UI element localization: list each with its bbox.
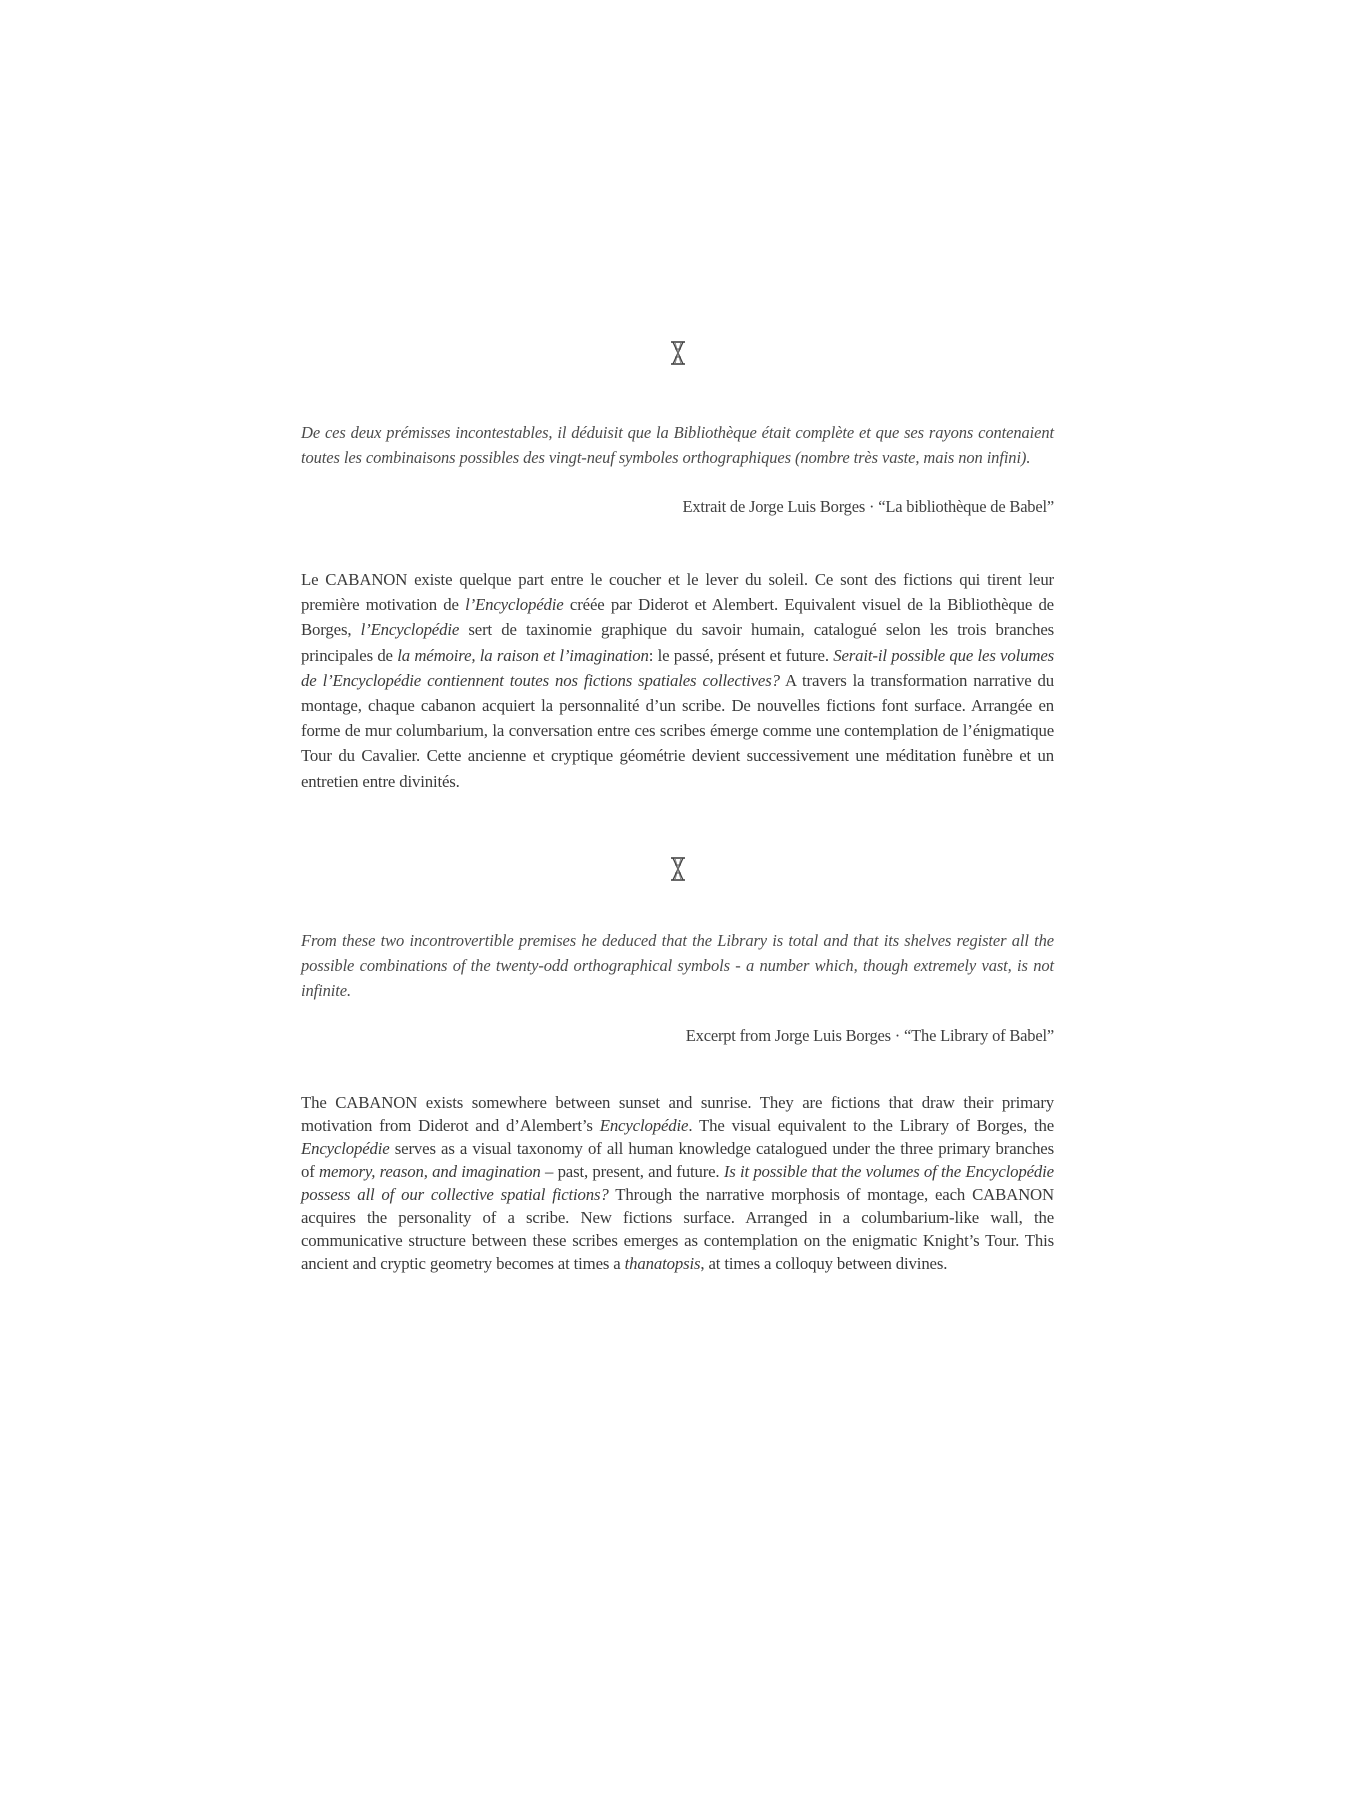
body-paragraph-french: [301, 567, 1054, 794]
italic-run: l’Encyclopédie: [360, 620, 460, 640]
borges-quote-french: De ces deux prémisses incontestables, il déduisit que la Bibliothèque était complète et que ses rayons contenaient toutes les combinaisons possibles des vingt-neuf symboles orthographiques (nombre très vaste, mais non infini).: [301, 423, 1054, 467]
text-run: créée par Diderot et Alembert. Equivalent visuel de la Bibliothèque de Borges,: [301, 595, 1054, 640]
italic-run: Encyclopédie: [599, 1116, 689, 1135]
text-run: : le passé, présent et future.: [648, 645, 834, 665]
text-run: Through the narrative morphosis of montage, each CABANON acquires the personality of a scribe. New fictions surface. Arranged in a columbarium-like wall, the communicative structure between these scribes emerges as contemplation on the enigmatic Knight’s Tour. This ancient and cryptic geometry becomes at times a: [301, 1185, 1054, 1273]
text-run: sert de taxinomie graphique du savoir humain, catalogué selon les trois branches principales de: [301, 620, 1054, 665]
text-run: Le CABANON existe quelque part entre le coucher et le lever du soleil. Ce sont des fictions qui tirent leur première motivation de: [301, 570, 1054, 615]
quote-attribution-english: Excerpt from Jorge Luis Borges · “The Library of Babel”: [685, 1026, 1054, 1045]
italic-run: la mémoire, la raison et l’imagination: [397, 645, 649, 665]
text-run: , at times a colloquy between divines.: [700, 1254, 948, 1273]
text-run: The CABANON exists somewhere between sunset and sunrise. They are fictions that draw their primary motivation from Diderot and d’Alembert’s: [301, 1093, 1054, 1135]
section-french: [301, 340, 1054, 794]
text-run: – past, present, and future.: [540, 1162, 724, 1181]
body-paragraph-english: [301, 1091, 1054, 1275]
italic-run: Serait-il possible que les volumes de l’Encyclopédie contiennent toutes nos fictions spatiales collectives?: [301, 645, 1054, 690]
text-run: serves as a visual taxonomy of all human knowledge catalogued under the three primary branches of: [301, 1139, 1054, 1181]
hourglass-icon: [668, 340, 688, 366]
italic-run: Is it possible that the volumes of the Encyclopédie possess all of our collective spatial fictions?: [301, 1162, 1054, 1204]
italic-run: l’Encyclopédie: [465, 595, 564, 615]
text-run: A travers la transformation narrative du montage, chaque cabanon acquiert la personnalité d’un scribe. De nouvelles fictions font surface. Arrangée en forme de mur columbarium, la conversation entre ces scribes émerge comme une contemplation de l’énigmatique Tour du Cavalier. Cette ancienne et cryptique géométrie devient successivement une méditation funèbre et un entretien entre divinités.: [301, 670, 1054, 791]
italic-run: memory, reason, and imagination: [319, 1162, 541, 1181]
borges-quote-english: From these two incontrovertible premises he deduced that the Library is total and that its shelves register all the possible combinations of the twenty-odd orthographical symbols - a number which, though extremely vast, is not infinite.: [301, 931, 1054, 1000]
text-run: . The visual equivalent to the Library of Borges, the: [688, 1116, 1054, 1135]
italic-run: Encyclopédie: [301, 1139, 390, 1158]
quote-attribution-french: Extrait de Jorge Luis Borges · “La bibliothèque de Babel”: [682, 497, 1054, 516]
italic-run: thanatopsis: [624, 1254, 701, 1273]
hourglass-icon: [668, 856, 688, 882]
section-english: [301, 856, 1054, 1275]
